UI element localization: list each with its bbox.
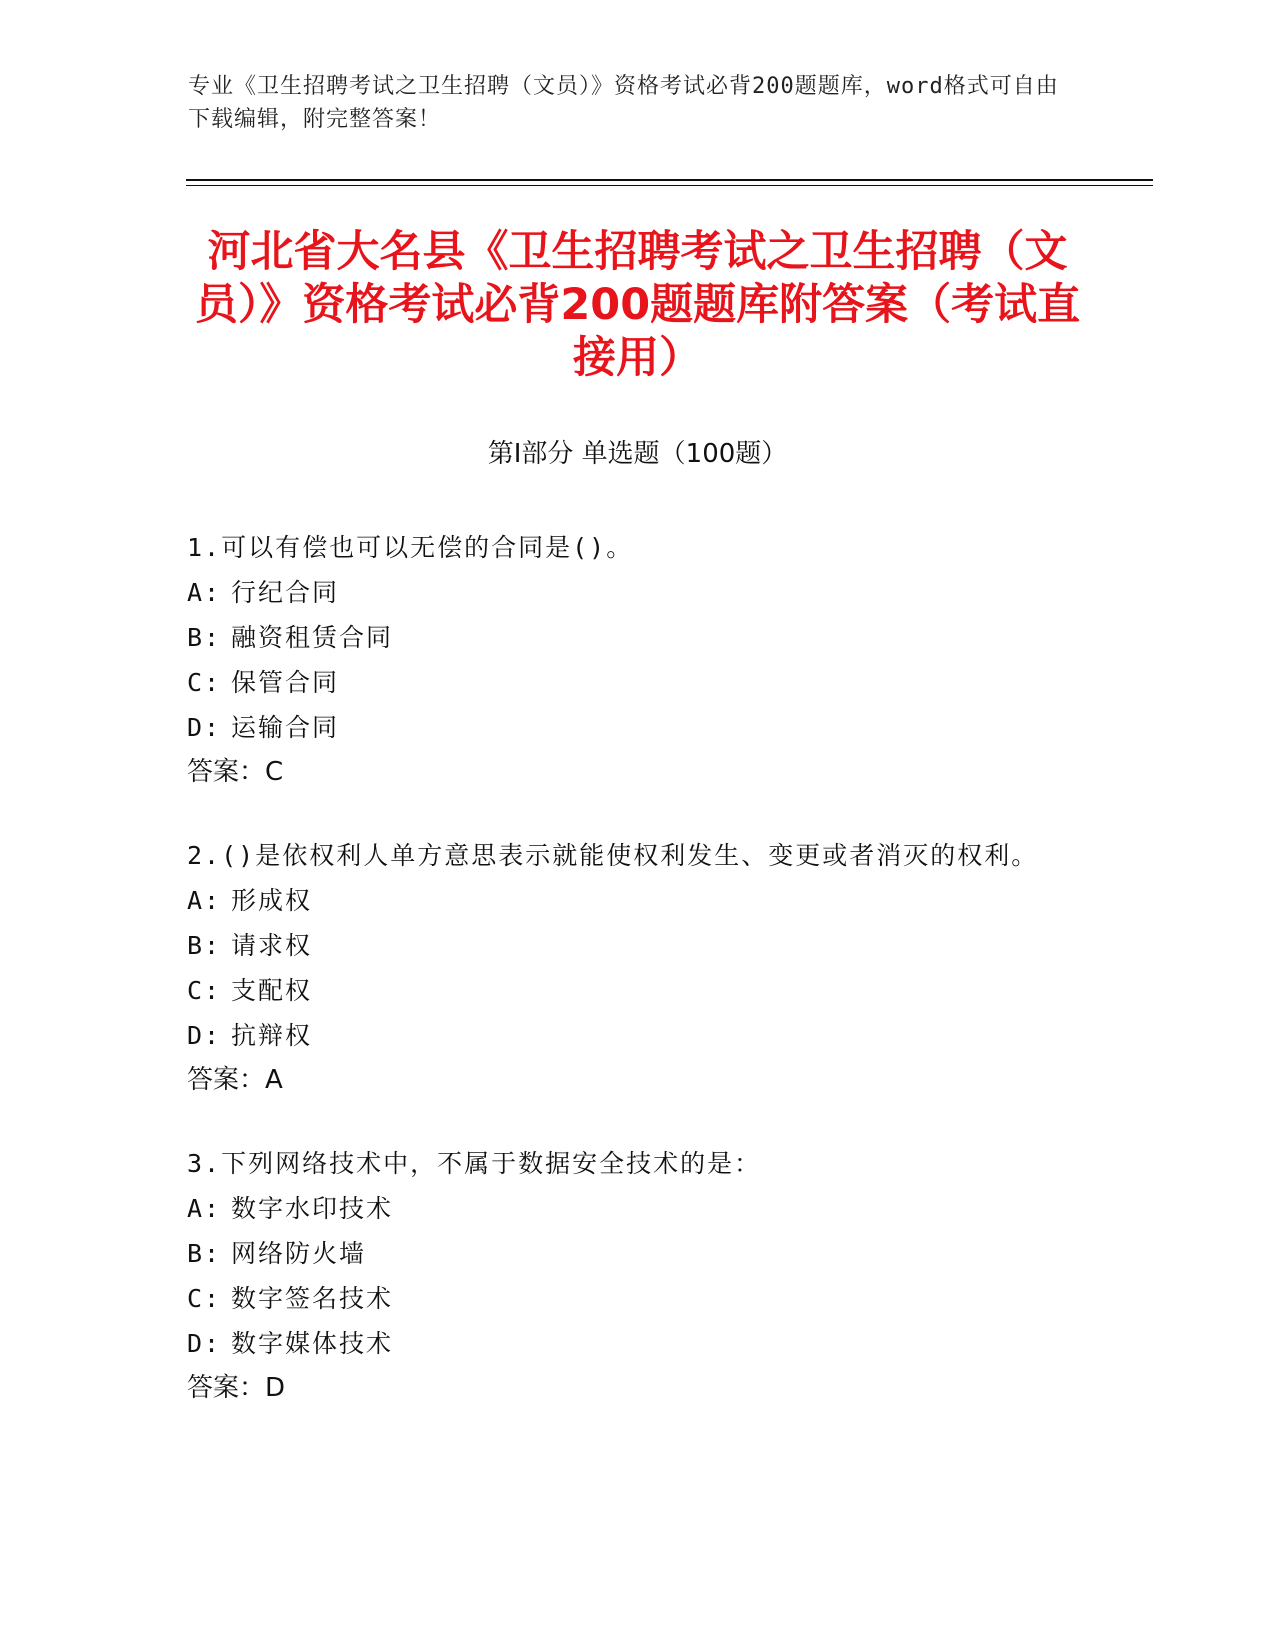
option-letter: C: <box>187 1284 222 1313</box>
option-text: 融资租赁合同 <box>231 623 394 652</box>
question-list <box>187 525 1067 1449</box>
option-c <box>187 1276 1067 1321</box>
option-letter: D: <box>187 1021 222 1050</box>
header-divider-thin <box>186 185 1153 186</box>
option-d <box>187 705 1067 750</box>
option-letter: B: <box>187 1239 222 1268</box>
option-text: 抗辩权 <box>231 1021 313 1050</box>
option-letter: A: <box>187 578 222 607</box>
option-a <box>187 878 1067 923</box>
option-letter: B: <box>187 931 222 960</box>
option-letter: C: <box>187 668 222 697</box>
question-1 <box>187 525 1067 795</box>
question-stem: 2.()是依权利人单方意思表示就能使权利发生、变更或者消灭的权利。 <box>187 841 1039 870</box>
option-letter: A: <box>187 1194 222 1223</box>
answer: 答案：C <box>187 757 284 787</box>
option-text: 请求权 <box>231 931 313 960</box>
header-divider-thick <box>186 179 1153 181</box>
option-letter: C: <box>187 976 222 1005</box>
document-title: 河北省大名县《卫生招聘考试之卫生招聘（文员）》资格考试必背200题题库附答案（考试直接用） <box>194 227 1081 383</box>
option-b <box>187 615 1067 660</box>
answer: 答案：A <box>187 1065 283 1095</box>
question-stem: 3.下列网络技术中，不属于数据安全技术的是： <box>187 1149 762 1178</box>
option-text: 保管合同 <box>231 668 340 697</box>
option-a <box>187 570 1067 615</box>
answer: 答案：D <box>187 1373 286 1403</box>
question-stem: 1.可以有偿也可以无偿的合同是()。 <box>187 533 634 562</box>
section-heading: 第Ⅰ部分 单选题（100题） <box>487 439 788 469</box>
option-c <box>187 660 1067 705</box>
option-b <box>187 1231 1067 1276</box>
option-text: 数字媒体技术 <box>231 1329 394 1358</box>
option-d <box>187 1321 1067 1366</box>
option-text: 运输合同 <box>231 713 340 742</box>
option-letter: A: <box>187 886 222 915</box>
option-letter: D: <box>187 713 222 742</box>
option-c <box>187 968 1067 1013</box>
option-text: 形成权 <box>231 886 313 915</box>
option-d <box>187 1013 1067 1058</box>
option-text: 支配权 <box>231 976 313 1005</box>
question-3 <box>187 1141 1067 1411</box>
question-2 <box>187 833 1067 1103</box>
option-letter: B: <box>187 623 222 652</box>
header-note: 专业《卫生招聘考试之卫生招聘（文员）》资格考试必背200题题库，word格式可自由下载编辑，附完整答案！ <box>188 74 1059 132</box>
option-letter: D: <box>187 1329 222 1358</box>
option-text: 数字签名技术 <box>231 1284 394 1313</box>
option-text: 行纪合同 <box>231 578 340 607</box>
option-text: 数字水印技术 <box>231 1194 394 1223</box>
option-b <box>187 923 1067 968</box>
option-a <box>187 1186 1067 1231</box>
option-text: 网络防火墙 <box>231 1239 367 1268</box>
